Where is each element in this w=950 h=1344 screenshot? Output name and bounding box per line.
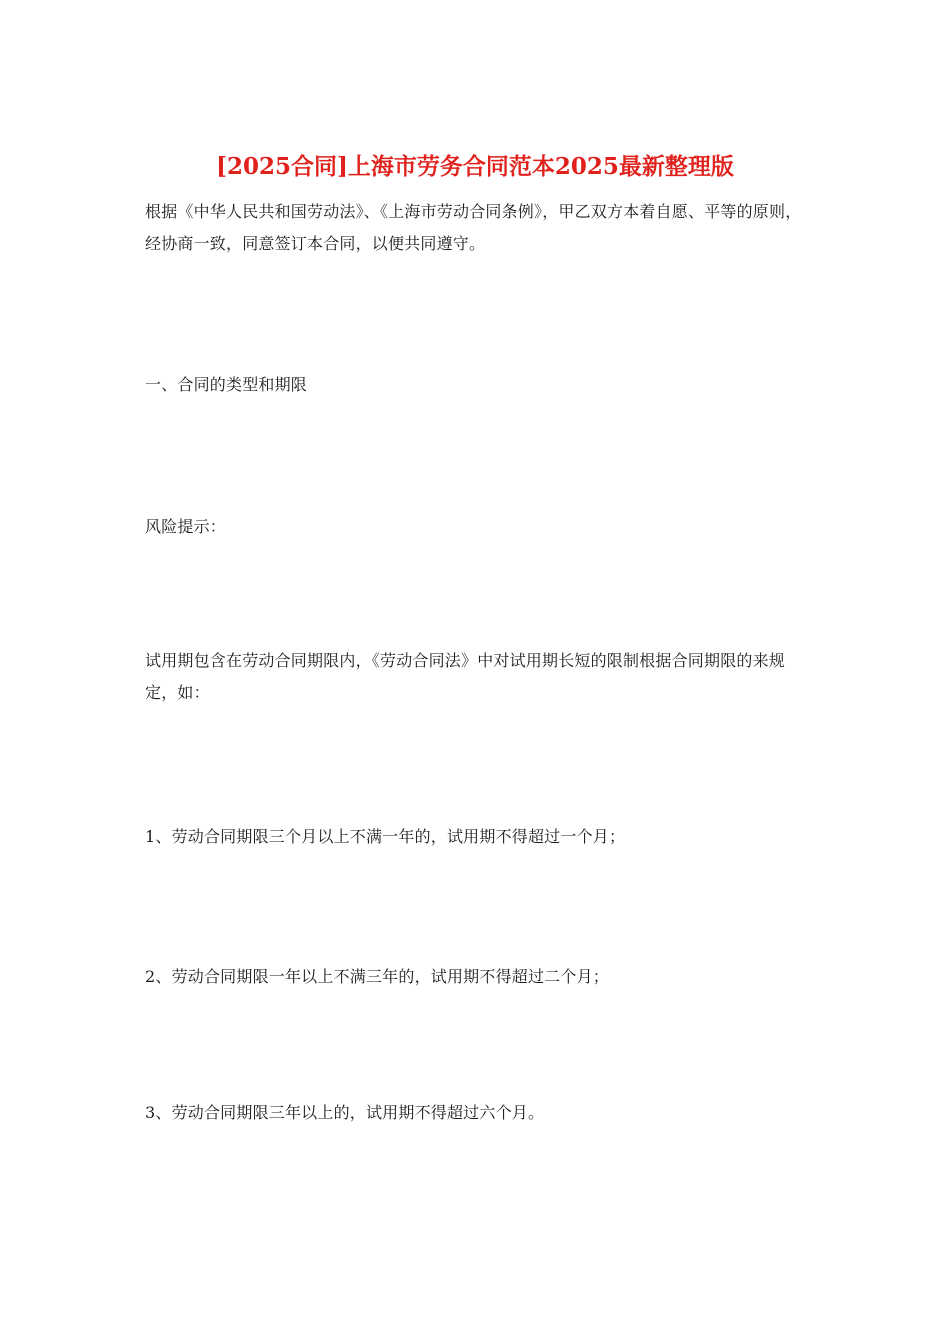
list-item: 1、劳动合同期限三个月以上不满一年的，试用期不得超过一个月； (145, 827, 626, 846)
list-item: 3、劳动合同期限三年以上的，试用期不得超过六个月。 (145, 1103, 545, 1122)
probation-paragraph: 试用期包含在劳动合同期限内，《劳动合同法》中对试用期长短的限制根据合同期限的来规定，如： (145, 651, 786, 702)
section-heading-contract-type: 一、合同的类型和期限 (145, 375, 308, 394)
intro-paragraph: 根据《中华人民共和国劳动法》、《上海市劳动合同条例》，甲乙双方本着自愿、平等的原则，经协商一致，同意签订本合同，以便共同遵守。 (145, 202, 802, 253)
list-item: 2、劳动合同期限一年以上不满三年的，试用期不得超过二个月； (145, 967, 609, 986)
risk-notice-label: 风险提示： (145, 517, 227, 536)
document-title: [2025合同]上海市劳务合同范本2025最新整理版 (216, 153, 734, 180)
